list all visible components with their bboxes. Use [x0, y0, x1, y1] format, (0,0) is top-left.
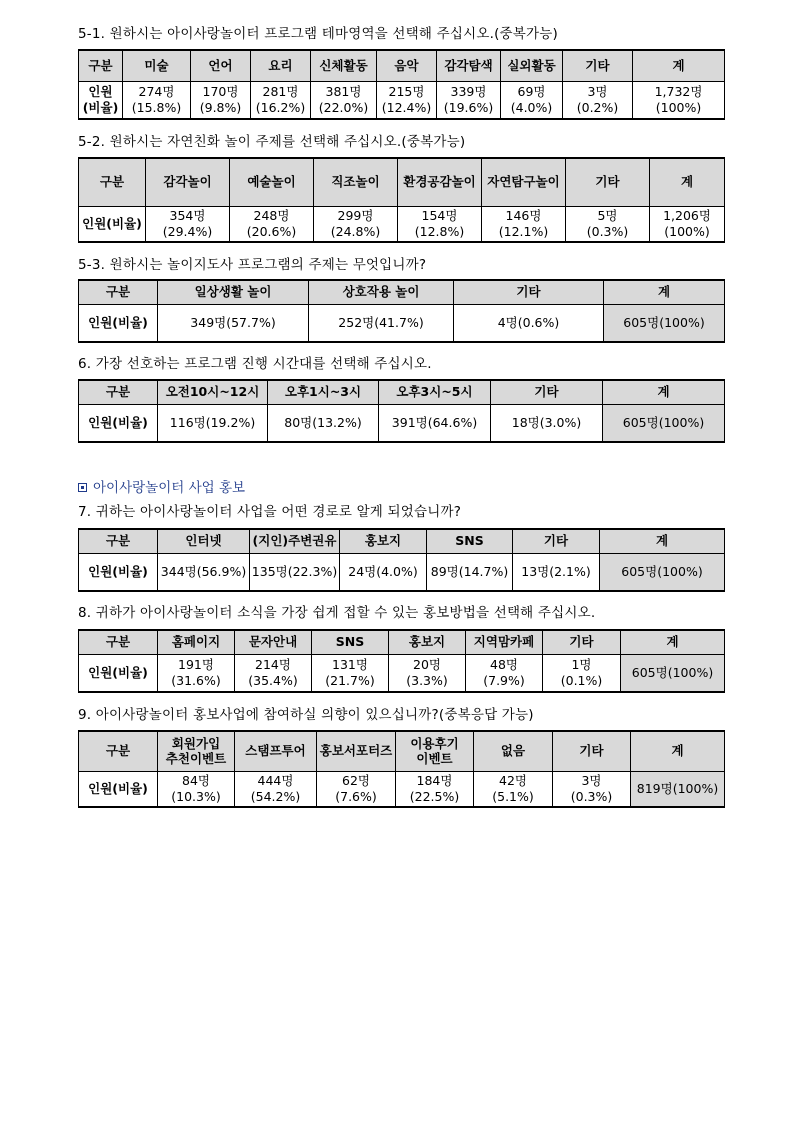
- data-cell: [466, 654, 543, 692]
- question-5-1-title: 5-1. 원하시는 아이사랑놀이터 프로그램 테마영역을 선택해 주십시오.(중복가능): [78, 26, 558, 42]
- percent: (22.0%): [318, 99, 369, 115]
- count: 146명: [505, 208, 542, 224]
- section-title: [78, 476, 245, 496]
- percent: (0.3%): [570, 788, 613, 804]
- header-cell: 감각탐색: [437, 50, 501, 81]
- percent: (15.8%): [131, 99, 182, 115]
- header-cell: 자연탐구놀이: [482, 158, 566, 206]
- count: 354명: [169, 208, 206, 224]
- header-line: 추천이벤트: [165, 751, 227, 767]
- data-cell: [235, 654, 312, 692]
- row-label: 인원(비율): [79, 206, 146, 242]
- percent: (4.0%): [510, 99, 553, 115]
- header-cell: SNS: [427, 529, 513, 553]
- data-cell: [398, 206, 482, 242]
- header-cell: 계: [621, 630, 725, 654]
- count: 281명: [262, 84, 299, 100]
- data-cell: [146, 206, 230, 242]
- percent: (7.6%): [335, 788, 377, 804]
- header-cell: 일상생활 놀이: [158, 280, 309, 304]
- header-cell: 구분: [79, 630, 158, 654]
- data-cell: 24명(4.0%): [340, 553, 427, 591]
- data-cell: [158, 654, 235, 692]
- header-cell: 홍보지: [389, 630, 466, 654]
- header-cell: 기타: [563, 50, 633, 81]
- count: 444명: [257, 773, 294, 789]
- count: 131명: [332, 657, 368, 673]
- data-cell: 4명(0.6%): [454, 304, 604, 342]
- header-cell: 계: [650, 158, 725, 206]
- header-cell: 없음: [474, 731, 553, 771]
- question-8-title: 8. 귀하가 아이사랑놀이터 소식을 가장 쉽게 접할 수 있는 홍보방법을 선택해 주십시오.: [78, 605, 596, 621]
- question-7-title: 7. 귀하는 아이사랑놀이터 사업을 어떤 경로로 알게 되었습니까?: [78, 504, 462, 520]
- percent: (100%): [655, 99, 702, 115]
- header-cell: 실외활동: [501, 50, 563, 81]
- header-cell: 기타: [454, 280, 604, 304]
- row-label: 인원(비율): [79, 404, 158, 442]
- header-cell: 구분: [79, 380, 158, 404]
- count: 5명: [597, 208, 618, 224]
- data-cell: [314, 206, 398, 242]
- percent: (20.6%): [246, 223, 297, 239]
- count: 299명: [337, 208, 374, 224]
- count: 170명: [202, 84, 239, 100]
- header-cell: 홈페이지: [158, 630, 235, 654]
- data-cell: 391명(64.6%): [379, 404, 491, 442]
- question-8-table: [78, 629, 725, 693]
- percent: (12.8%): [414, 223, 465, 239]
- data-cell: [566, 206, 650, 242]
- row-label: 인원(비율): [79, 771, 158, 807]
- header-cell: (지인)주변권유: [250, 529, 340, 553]
- header-cell: [158, 731, 235, 771]
- data-cell: [311, 81, 377, 119]
- header-cell: 계: [633, 50, 725, 81]
- count: 1명: [571, 657, 592, 673]
- total-cell: 605명(100%): [603, 404, 725, 442]
- data-cell: [377, 81, 437, 119]
- percent: (0.3%): [586, 223, 629, 239]
- percent: (100%): [664, 223, 710, 239]
- header-cell: 구분: [79, 280, 158, 304]
- header-cell: 직조놀이: [314, 158, 398, 206]
- count: 42명: [499, 773, 527, 789]
- row-label: 인원(비율): [79, 654, 158, 692]
- count: 274명: [138, 84, 175, 100]
- header-cell: 신체활동: [311, 50, 377, 81]
- percent: (5.1%): [492, 788, 534, 804]
- percent: (0.2%): [576, 99, 619, 115]
- data-cell: 89명(14.7%): [427, 553, 513, 591]
- header-cell: 기타: [553, 731, 631, 771]
- data-cell: [501, 81, 563, 119]
- count: 248명: [253, 208, 290, 224]
- percent: (22.5%): [409, 788, 460, 804]
- header-cell: 지역맘카페: [466, 630, 543, 654]
- percent: (12.1%): [498, 223, 549, 239]
- percent: (35.4%): [248, 672, 298, 688]
- percent: (31.6%): [171, 672, 221, 688]
- header-cell: SNS: [312, 630, 389, 654]
- question-5-2-table: [78, 157, 725, 243]
- count: 214명: [255, 657, 291, 673]
- header-cell: 스탬프투어: [235, 731, 317, 771]
- percent: (10.3%): [171, 788, 221, 804]
- header-cell: 환경공감놀이: [398, 158, 482, 206]
- header-cell: 기타: [491, 380, 603, 404]
- question-5-3-table: [78, 279, 725, 343]
- header-cell: 구분: [79, 50, 123, 81]
- data-cell: 349명(57.7%): [158, 304, 309, 342]
- data-cell: 252명(41.7%): [309, 304, 454, 342]
- data-cell: [553, 771, 631, 807]
- data-cell: 116명(19.2%): [158, 404, 268, 442]
- total-cell: [650, 206, 725, 242]
- row-label-line: (비율): [82, 99, 119, 115]
- header-cell: [396, 731, 474, 771]
- header-cell: 계: [604, 280, 725, 304]
- square-bullet-icon: [78, 483, 87, 492]
- header-cell: 오후1시~3시: [268, 380, 379, 404]
- header-line: 회원가입: [171, 735, 221, 751]
- percent: (7.9%): [483, 672, 525, 688]
- header-cell: 계: [631, 731, 725, 771]
- row-label: [79, 81, 123, 119]
- header-cell: 문자안내: [235, 630, 312, 654]
- question-6-title: 6. 가장 선호하는 프로그램 진행 시간대를 선택해 주십시오.: [78, 356, 432, 372]
- header-cell: 오후3시~5시: [379, 380, 491, 404]
- percent: (3.3%): [406, 672, 448, 688]
- count: 215명: [388, 84, 425, 100]
- header-cell: 기타: [543, 630, 621, 654]
- header-cell: 계: [600, 529, 725, 553]
- header-cell: 예술놀이: [230, 158, 314, 206]
- header-cell: 기타: [513, 529, 600, 553]
- data-cell: 13명(2.1%): [513, 553, 600, 591]
- header-cell: 상호작용 놀이: [309, 280, 454, 304]
- percent: (29.4%): [162, 223, 213, 239]
- data-cell: [230, 206, 314, 242]
- total-cell: 605명(100%): [621, 654, 725, 692]
- data-cell: [437, 81, 501, 119]
- data-cell: [396, 771, 474, 807]
- header-cell: 기타: [566, 158, 650, 206]
- header-cell: 구분: [79, 529, 158, 553]
- header-cell: 요리: [251, 50, 311, 81]
- percent: (24.8%): [330, 223, 381, 239]
- total-cell: 819명(100%): [631, 771, 725, 807]
- header-line: 이용후기: [410, 735, 459, 751]
- count: 184명: [416, 773, 453, 789]
- header-cell: 인터넷: [158, 529, 250, 553]
- percent: (12.4%): [381, 99, 432, 115]
- data-cell: [543, 654, 621, 692]
- row-label: 인원(비율): [79, 304, 158, 342]
- data-cell: [235, 771, 317, 807]
- question-5-3-title: 5-3. 원하시는 놀이지도사 프로그램의 주제는 무엇입니까?: [78, 257, 427, 273]
- count: 154명: [421, 208, 458, 224]
- data-cell: 80명(13.2%): [268, 404, 379, 442]
- count: 84명: [182, 773, 210, 789]
- percent: (16.2%): [255, 99, 306, 115]
- section-title-text: 아이사랑놀이터 사업 홍보: [93, 480, 246, 496]
- count: 48명: [490, 657, 518, 673]
- header-cell: 구분: [79, 158, 146, 206]
- header-cell: 홍보서포터즈: [317, 731, 396, 771]
- percent: (9.8%): [199, 99, 242, 115]
- data-cell: [158, 771, 235, 807]
- data-cell: [317, 771, 396, 807]
- count: 381명: [325, 84, 362, 100]
- count: 62명: [342, 773, 370, 789]
- header-cell: 감각놀이: [146, 158, 230, 206]
- row-label-line: 인원: [88, 84, 113, 100]
- data-cell: [389, 654, 466, 692]
- row-label: 인원(비율): [79, 553, 158, 591]
- header-cell: 음악: [377, 50, 437, 81]
- data-cell: [123, 81, 191, 119]
- data-cell: [563, 81, 633, 119]
- header-cell: 오전10시~12시: [158, 380, 268, 404]
- question-9-title: 9. 아이사랑놀이터 홍보사업에 참여하실 의향이 있으십니까?(중복응답 가능): [78, 707, 534, 723]
- count: 3명: [581, 773, 602, 789]
- question-5-2-title: 5-2. 원하시는 자연친화 놀이 주제를 선택해 주십시오.(중복가능): [78, 134, 466, 150]
- data-cell: [191, 81, 251, 119]
- question-9-table: [78, 730, 725, 808]
- count: 69명: [517, 84, 546, 100]
- question-5-1-table: [78, 49, 725, 120]
- count: 1,732명: [654, 84, 703, 100]
- percent: (19.6%): [443, 99, 494, 115]
- percent: (0.1%): [560, 672, 603, 688]
- header-cell: 계: [603, 380, 725, 404]
- total-cell: 605명(100%): [604, 304, 725, 342]
- data-cell: [312, 654, 389, 692]
- data-cell: [251, 81, 311, 119]
- total-cell: [633, 81, 725, 119]
- data-cell: [482, 206, 566, 242]
- question-7-table: [78, 528, 725, 592]
- data-cell: 135명(22.3%): [250, 553, 340, 591]
- count: 191명: [178, 657, 214, 673]
- header-line: 이벤트: [416, 751, 453, 767]
- header-cell: 언어: [191, 50, 251, 81]
- percent: (54.2%): [250, 788, 301, 804]
- data-cell: 344명(56.9%): [158, 553, 250, 591]
- count: 20명: [413, 657, 441, 673]
- total-cell: 605명(100%): [600, 553, 725, 591]
- percent: (21.7%): [325, 672, 375, 688]
- count: 1,206명: [663, 208, 711, 224]
- data-cell: [474, 771, 553, 807]
- data-cell: 18명(3.0%): [491, 404, 603, 442]
- header-cell: 미술: [123, 50, 191, 81]
- count: 3명: [587, 84, 608, 100]
- question-6-table: [78, 379, 725, 443]
- header-cell: 홍보지: [340, 529, 427, 553]
- count: 339명: [450, 84, 487, 100]
- header-cell: 구분: [79, 731, 158, 771]
